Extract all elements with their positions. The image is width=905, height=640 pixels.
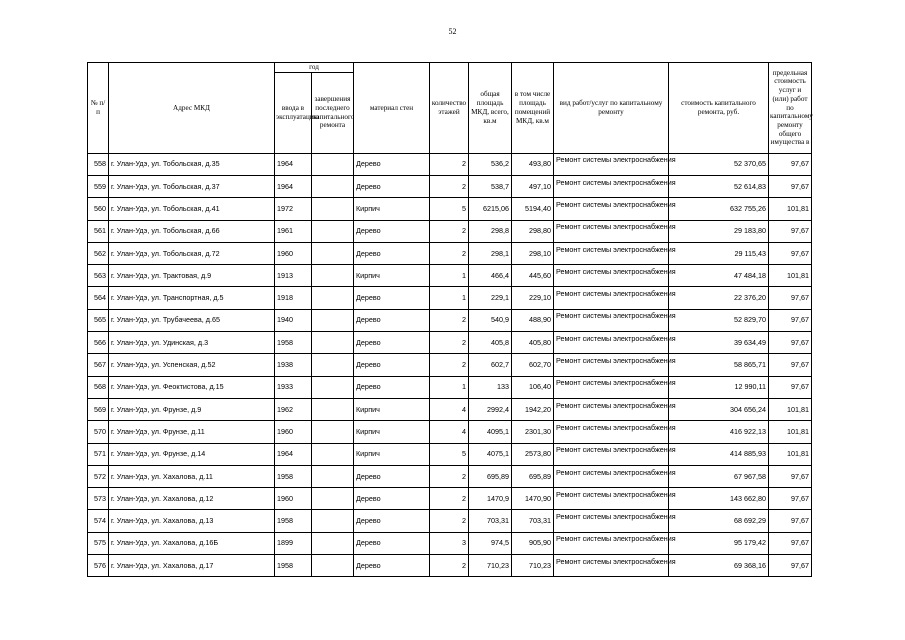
work-type-label: Ремонт системы электроснабжения: [556, 445, 676, 455]
total-area-cell: 466,4: [469, 265, 512, 287]
address-cell: г. Улан-Удэ, ул. Хахалова, д.16Б: [109, 532, 275, 554]
floors-cell: 2: [430, 488, 469, 510]
work-type-label: Ремонт системы электроснабжения: [556, 289, 676, 299]
year-commissioning-cell: 1964: [275, 176, 312, 198]
table-row: [88, 354, 812, 376]
premises-area-cell: 405,80: [512, 332, 554, 354]
address-cell: г. Улан-Удэ, ул. Фрунзе, д.11: [109, 421, 275, 443]
floors-cell: 2: [430, 332, 469, 354]
year-repair-cell: [312, 332, 354, 354]
year-commissioning-cell: 1958: [275, 510, 312, 532]
work-type-label: Ремонт системы электроснабжения: [556, 266, 676, 276]
cost-cell: 29 183,80: [669, 220, 769, 242]
year-repair-cell: [312, 443, 354, 465]
table-row: [88, 510, 812, 532]
row-number: 559: [88, 176, 109, 198]
premises-area-cell: 5194,40: [512, 198, 554, 220]
row-number: 572: [88, 465, 109, 487]
year-repair-cell: [312, 220, 354, 242]
work-type-label: Ремонт системы электроснабжения: [556, 400, 676, 410]
table-body: [88, 153, 812, 577]
work-type-label: Ремонт системы электроснабжения: [556, 422, 676, 432]
max-cost-cell: 97,67: [769, 332, 812, 354]
premises-area-cell: 2301,30: [512, 421, 554, 443]
total-area-cell: 2992,4: [469, 398, 512, 420]
total-area-cell: 6215,06: [469, 198, 512, 220]
max-cost-cell: 97,67: [769, 376, 812, 398]
table-row: [88, 398, 812, 420]
row-number: 574: [88, 510, 109, 532]
year-commissioning-cell: 1960: [275, 242, 312, 264]
header-floors: количество этажей: [430, 63, 469, 154]
address-cell: г. Улан-Удэ, ул. Хахалова, д.17: [109, 555, 275, 577]
cost-cell: 58 865,71: [669, 354, 769, 376]
table-row: [88, 532, 812, 554]
row-number: 561: [88, 220, 109, 242]
wall-material-cell: Кирпич: [354, 421, 430, 443]
premises-area-cell: 1942,20: [512, 398, 554, 420]
header-address: Адрес МКД: [109, 63, 275, 154]
header-year-last-repair: завершения последнего капитального ремонта: [312, 72, 354, 153]
year-repair-cell: [312, 510, 354, 532]
floors-cell: 2: [430, 354, 469, 376]
table-row: [88, 555, 812, 577]
total-area-cell: 703,31: [469, 510, 512, 532]
premises-area-cell: 106,40: [512, 376, 554, 398]
max-cost-cell: 97,67: [769, 176, 812, 198]
wall-material-cell: Дерево: [354, 376, 430, 398]
premises-area-cell: 445,60: [512, 265, 554, 287]
table-row: [88, 332, 812, 354]
work-type-cell: [554, 510, 676, 532]
header-total-area: общая площадь МКД, всего, кв.м: [469, 63, 512, 154]
floors-cell: 2: [430, 465, 469, 487]
wall-material-cell: Дерево: [354, 153, 430, 175]
total-area-cell: 540,9: [469, 309, 512, 331]
floors-cell: 2: [430, 153, 469, 175]
work-type-cell: [554, 488, 676, 510]
year-commissioning-cell: 1960: [275, 488, 312, 510]
work-type-label: Ремонт системы электроснабжения: [556, 333, 676, 343]
row-number: 565: [88, 309, 109, 331]
work-type-cell: [554, 443, 676, 465]
work-type-cell: [554, 287, 676, 309]
work-type-cell: [554, 220, 676, 242]
work-type-label: Ремонт системы электроснабжения: [556, 244, 676, 254]
total-area-cell: 538,7: [469, 176, 512, 198]
cost-cell: 143 662,80: [669, 488, 769, 510]
year-commissioning-cell: 1938: [275, 354, 312, 376]
page-number: 52: [448, 27, 457, 36]
header-max-cost: [769, 63, 812, 154]
floors-cell: 1: [430, 265, 469, 287]
work-type-cell: [554, 242, 676, 264]
premises-area-cell: 695,89: [512, 465, 554, 487]
year-repair-cell: [312, 398, 354, 420]
work-type-cell: [554, 176, 676, 198]
wall-material-cell: Дерево: [354, 354, 430, 376]
address-cell: г. Улан-Удэ, ул. Трубачеева, д.65: [109, 309, 275, 331]
cost-cell: 52 614,83: [669, 176, 769, 198]
work-type-label: Ремонт системы электроснабжения: [556, 356, 676, 366]
work-type-cell: [554, 332, 676, 354]
cost-cell: 69 368,16: [669, 555, 769, 577]
row-number: 560: [88, 198, 109, 220]
total-area-cell: 974,5: [469, 532, 512, 554]
year-repair-cell: [312, 309, 354, 331]
row-number: 568: [88, 376, 109, 398]
address-cell: г. Улан-Удэ, ул. Тобольская, д.66: [109, 220, 275, 242]
header-wall-material: материал стен: [354, 63, 430, 154]
year-repair-cell: [312, 421, 354, 443]
wall-material-cell: Кирпич: [354, 443, 430, 465]
row-number: 575: [88, 532, 109, 554]
cost-cell: 67 967,58: [669, 465, 769, 487]
row-number: 558: [88, 153, 109, 175]
address-cell: г. Улан-Удэ, ул. Феоктистова, д.15: [109, 376, 275, 398]
premises-area-cell: 1470,90: [512, 488, 554, 510]
total-area-cell: 695,89: [469, 465, 512, 487]
row-number: 563: [88, 265, 109, 287]
table-row: [88, 376, 812, 398]
address-cell: г. Улан-Удэ, ул. Тобольская, д.35: [109, 153, 275, 175]
row-number: 576: [88, 555, 109, 577]
cost-cell: 52 829,70: [669, 309, 769, 331]
max-cost-cell: 97,67: [769, 555, 812, 577]
wall-material-cell: Дерево: [354, 488, 430, 510]
year-commissioning-cell: 1972: [275, 198, 312, 220]
wall-material-cell: Дерево: [354, 176, 430, 198]
year-repair-cell: [312, 532, 354, 554]
wall-material-cell: Дерево: [354, 242, 430, 264]
total-area-cell: 229,1: [469, 287, 512, 309]
header-year-group: год: [275, 63, 354, 73]
floors-cell: 2: [430, 510, 469, 532]
work-type-label: Ремонт системы электроснабжения: [556, 199, 676, 209]
header-max-cost-label: предельная стоимость услуг и (или) работ по капитальному ремонту общего имущества в: [770, 68, 813, 147]
table-row: [88, 176, 812, 198]
year-repair-cell: [312, 555, 354, 577]
year-repair-cell: [312, 488, 354, 510]
premises-area-cell: 493,80: [512, 153, 554, 175]
year-commissioning-cell: 1899: [275, 532, 312, 554]
table-row: [88, 488, 812, 510]
max-cost-cell: 101,81: [769, 443, 812, 465]
max-cost-cell: 97,67: [769, 488, 812, 510]
max-cost-cell: 97,67: [769, 220, 812, 242]
max-cost-cell: 97,67: [769, 510, 812, 532]
cost-cell: 52 370,65: [669, 153, 769, 175]
row-number: 573: [88, 488, 109, 510]
year-commissioning-cell: 1964: [275, 443, 312, 465]
wall-material-cell: Кирпич: [354, 265, 430, 287]
wall-material-cell: Дерево: [354, 287, 430, 309]
floors-cell: 2: [430, 220, 469, 242]
cost-cell: 304 656,24: [669, 398, 769, 420]
wall-material-cell: Дерево: [354, 510, 430, 532]
year-repair-cell: [312, 153, 354, 175]
header-no: № п/п: [88, 63, 109, 154]
floors-cell: 4: [430, 421, 469, 443]
address-cell: г. Улан-Удэ, ул. Тобольская, д.72: [109, 242, 275, 264]
header-cost: стоимость капитального ремонта, руб.: [669, 63, 769, 154]
work-type-cell: [554, 309, 676, 331]
max-cost-cell: 97,67: [769, 354, 812, 376]
year-commissioning-cell: 1964: [275, 153, 312, 175]
table-row: [88, 220, 812, 242]
work-type-label: Ремонт системы электроснабжения: [556, 534, 676, 544]
year-repair-cell: [312, 198, 354, 220]
premises-area-cell: 488,90: [512, 309, 554, 331]
table-row: [88, 198, 812, 220]
year-repair-cell: [312, 176, 354, 198]
max-cost-cell: 97,67: [769, 287, 812, 309]
max-cost-cell: 97,67: [769, 309, 812, 331]
premises-area-cell: 497,10: [512, 176, 554, 198]
year-repair-cell: [312, 287, 354, 309]
table-row: [88, 242, 812, 264]
table-row: [88, 421, 812, 443]
wall-material-cell: Дерево: [354, 465, 430, 487]
row-number: 566: [88, 332, 109, 354]
max-cost-cell: 97,67: [769, 532, 812, 554]
address-cell: г. Улан-Удэ, ул. Фрунзе, д.9: [109, 398, 275, 420]
work-type-label: Ремонт системы электроснабжения: [556, 378, 676, 388]
premises-area-cell: 602,70: [512, 354, 554, 376]
table-row: [88, 465, 812, 487]
row-number: 567: [88, 354, 109, 376]
cost-cell: 95 179,42: [669, 532, 769, 554]
work-type-cell: [554, 198, 676, 220]
year-commissioning-cell: 1958: [275, 555, 312, 577]
total-area-cell: 1470,9: [469, 488, 512, 510]
wall-material-cell: Кирпич: [354, 198, 430, 220]
work-type-cell: [554, 354, 676, 376]
year-repair-cell: [312, 465, 354, 487]
table-row: [88, 443, 812, 465]
floors-cell: 2: [430, 176, 469, 198]
work-type-cell: [554, 555, 676, 577]
work-type-cell: [554, 398, 676, 420]
table-row: [88, 309, 812, 331]
year-commissioning-cell: 1960: [275, 421, 312, 443]
cost-cell: 39 634,49: [669, 332, 769, 354]
floors-cell: 2: [430, 555, 469, 577]
max-cost-cell: 97,67: [769, 242, 812, 264]
year-repair-cell: [312, 354, 354, 376]
work-type-cell: [554, 421, 676, 443]
total-area-cell: 405,8: [469, 332, 512, 354]
total-area-cell: 298,1: [469, 242, 512, 264]
address-cell: г. Улан-Удэ, ул. Успенская, д.52: [109, 354, 275, 376]
cost-cell: 29 115,43: [669, 242, 769, 264]
header-premises-area: в том числе площадь помещений МКД, кв.м: [512, 63, 554, 154]
year-commissioning-cell: 1933: [275, 376, 312, 398]
year-commissioning-cell: 1913: [275, 265, 312, 287]
header-row-top: [88, 63, 812, 73]
work-type-label: Ремонт системы электроснабжения: [556, 512, 676, 522]
work-type-cell: [554, 465, 676, 487]
premises-area-cell: 229,10: [512, 287, 554, 309]
wall-material-cell: Дерево: [354, 532, 430, 554]
year-repair-cell: [312, 265, 354, 287]
header-year-commissioning: ввода в эксплуатацию: [275, 72, 312, 153]
year-commissioning-cell: 1958: [275, 465, 312, 487]
work-type-label: Ремонт системы электроснабжения: [556, 467, 676, 477]
cost-cell: 416 922,13: [669, 421, 769, 443]
max-cost-cell: 101,81: [769, 421, 812, 443]
total-area-cell: 4075,1: [469, 443, 512, 465]
work-type-label: Ремонт системы электроснабжения: [556, 311, 676, 321]
floors-cell: 2: [430, 242, 469, 264]
floors-cell: 5: [430, 198, 469, 220]
total-area-cell: 536,2: [469, 153, 512, 175]
work-type-cell: [554, 153, 676, 175]
table-row: [88, 287, 812, 309]
cost-cell: 414 885,93: [669, 443, 769, 465]
address-cell: г. Улан-Удэ, ул. Трактовая, д.9: [109, 265, 275, 287]
year-commissioning-cell: 1961: [275, 220, 312, 242]
row-number: 571: [88, 443, 109, 465]
premises-area-cell: 703,31: [512, 510, 554, 532]
header-work-type: вид работ/услуг по капитальному ремонту: [554, 63, 669, 154]
floors-cell: 1: [430, 287, 469, 309]
address-cell: г. Улан-Удэ, ул. Хахалова, д.13: [109, 510, 275, 532]
floors-cell: 5: [430, 443, 469, 465]
work-type-cell: [554, 532, 676, 554]
floors-cell: 2: [430, 309, 469, 331]
year-commissioning-cell: 1958: [275, 332, 312, 354]
work-type-cell: [554, 376, 676, 398]
premises-area-cell: 905,90: [512, 532, 554, 554]
max-cost-cell: 97,67: [769, 465, 812, 487]
table-row: [88, 265, 812, 287]
max-cost-cell: 101,81: [769, 265, 812, 287]
row-number: 570: [88, 421, 109, 443]
floors-cell: 4: [430, 398, 469, 420]
address-cell: г. Улан-Удэ, ул. Фрунзе, д.14: [109, 443, 275, 465]
cost-cell: 22 376,20: [669, 287, 769, 309]
row-number: 564: [88, 287, 109, 309]
table-row: [88, 153, 812, 175]
max-cost-cell: 101,81: [769, 398, 812, 420]
wall-material-cell: Кирпич: [354, 398, 430, 420]
total-area-cell: 133: [469, 376, 512, 398]
floors-cell: 3: [430, 532, 469, 554]
work-type-label: Ремонт системы электроснабжения: [556, 155, 676, 165]
max-cost-cell: 97,67: [769, 153, 812, 175]
work-type-label: Ремонт системы электроснабжения: [556, 556, 676, 566]
max-cost-cell: 101,81: [769, 198, 812, 220]
total-area-cell: 298,8: [469, 220, 512, 242]
address-cell: г. Улан-Удэ, ул. Транспортная, д.5: [109, 287, 275, 309]
year-repair-cell: [312, 376, 354, 398]
address-cell: г. Улан-Удэ, ул. Тобольская, д.37: [109, 176, 275, 198]
work-type-cell: [554, 265, 676, 287]
total-area-cell: 710,23: [469, 555, 512, 577]
premises-area-cell: 298,80: [512, 220, 554, 242]
year-commissioning-cell: 1918: [275, 287, 312, 309]
floors-cell: 1: [430, 376, 469, 398]
wall-material-cell: Дерево: [354, 220, 430, 242]
year-repair-cell: [312, 242, 354, 264]
address-cell: г. Улан-Удэ, ул. Тобольская, д.41: [109, 198, 275, 220]
cost-cell: 68 692,29: [669, 510, 769, 532]
total-area-cell: 602,7: [469, 354, 512, 376]
address-cell: г. Улан-Удэ, ул. Удинская, д.3: [109, 332, 275, 354]
row-number: 569: [88, 398, 109, 420]
wall-material-cell: Дерево: [354, 309, 430, 331]
cost-cell: 47 484,18: [669, 265, 769, 287]
premises-area-cell: 298,10: [512, 242, 554, 264]
premises-area-cell: 2573,80: [512, 443, 554, 465]
premises-area-cell: 710,23: [512, 555, 554, 577]
wall-material-cell: Дерево: [354, 555, 430, 577]
row-number: 562: [88, 242, 109, 264]
repair-table: [87, 62, 812, 577]
cost-cell: 632 755,26: [669, 198, 769, 220]
wall-material-cell: Дерево: [354, 332, 430, 354]
address-cell: г. Улан-Удэ, ул. Хахалова, д.12: [109, 488, 275, 510]
total-area-cell: 4095,1: [469, 421, 512, 443]
year-commissioning-cell: 1962: [275, 398, 312, 420]
work-type-label: Ремонт системы электроснабжения: [556, 489, 676, 499]
cost-cell: 12 990,11: [669, 376, 769, 398]
work-type-label: Ремонт системы электроснабжения: [556, 222, 676, 232]
year-commissioning-cell: 1940: [275, 309, 312, 331]
address-cell: г. Улан-Удэ, ул. Хахалова, д.11: [109, 465, 275, 487]
work-type-label: Ремонт системы электроснабжения: [556, 177, 676, 187]
